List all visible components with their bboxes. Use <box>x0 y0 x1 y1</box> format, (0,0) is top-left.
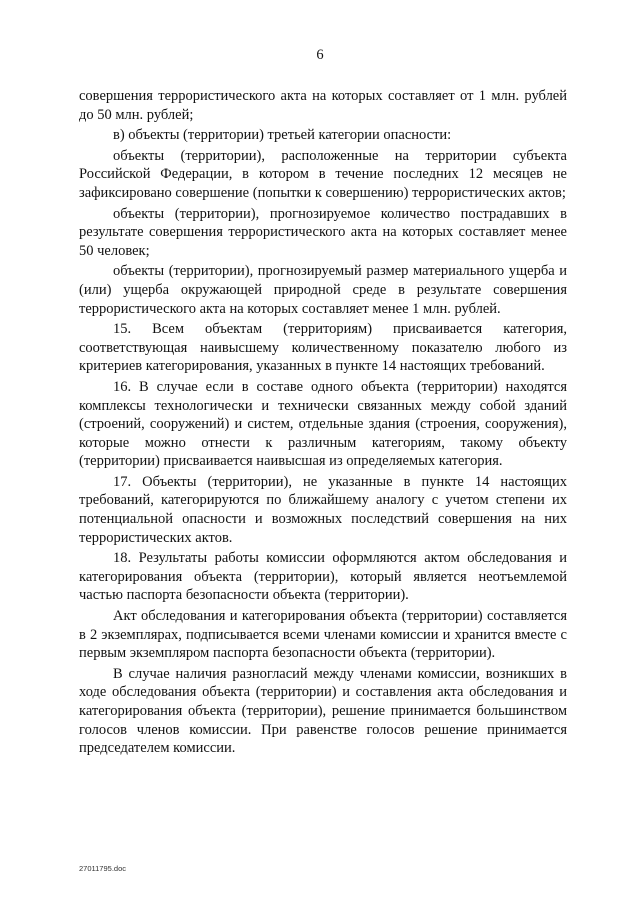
paragraph-item-15: 15. Всем объектам (территориям) присваивается категория, соответствующая наивысшему количественному показателю любого из критериев категорирования, указанных в пункте 14 настоящих требований. <box>79 321 567 375</box>
paragraph-item-16: 16. В случае если в составе одного объекта (территории) находятся комплексы технологически и технически связанных между собой зданий (строений, сооружений) и систем, отдельные здания (строения, сооружения), которые можно отнести к различным категориям, такому объекту (территории) присваивается наивысшая из определяемых категория. <box>79 378 567 470</box>
paragraph-category-3-heading: в) объекты (территории) третьей категории опасности: <box>113 127 452 144</box>
paragraph-disagreements: В случае наличия разногласий между членами комиссии, возникших в ходе обследования объекта (территории) и составления акта обследования и категорирования объекта (территории), решение принимается большинством голосов членов комиссии. При равенстве голосов решение принимается председателем комиссии. <box>79 665 567 757</box>
document-footer-filename: 27011795.doc <box>79 864 126 873</box>
page-number: 6 <box>316 47 324 63</box>
paragraph-act-copies: Акт обследования и категорирования объекта (территории) составляется в 2 экземплярах, подписывается всеми членами комиссии и хранится вместе с первым экземпляром паспорта безопасности объекта (территории). <box>79 608 567 662</box>
paragraph-item-17: 17. Объекты (территории), не указанные в пункте 14 настоящих требований, категорируются по ближайшему аналогу с учетом степени их потенциальной опасности и возможных последствий совершения на них террористических актов. <box>79 473 567 546</box>
paragraph-category-3-criterion-1: объекты (территории), расположенные на территории субъекта Российской Федерации, в котором в течение последних 12 месяцев не зафиксировано совершение (попытки к совершению) террористических актов; <box>79 147 567 201</box>
paragraph-item-18: 18. Результаты работы комиссии оформляются актом обследования и категорирования объекта (территории), который является неотъемлемой частью паспорта безопасности объекта (территории). <box>79 550 567 604</box>
document-body <box>79 87 567 760</box>
paragraph-category-3-criterion-3: объекты (территории), прогнозируемый размер материального ущерба и (или) ущерба окружающей природной среде в результате совершения террористического акта на которых составляет менее 1 млн. рублей. <box>79 263 567 317</box>
paragraph-continuation: совершения террористического акта на которых составляет от 1 млн. рублей до 50 млн. рублей; <box>79 88 567 123</box>
paragraph-category-3-criterion-2: объекты (территории), прогнозируемое количество пострадавших в результате совершения террористического акта на которых составляет менее 50 человек; <box>79 205 567 259</box>
